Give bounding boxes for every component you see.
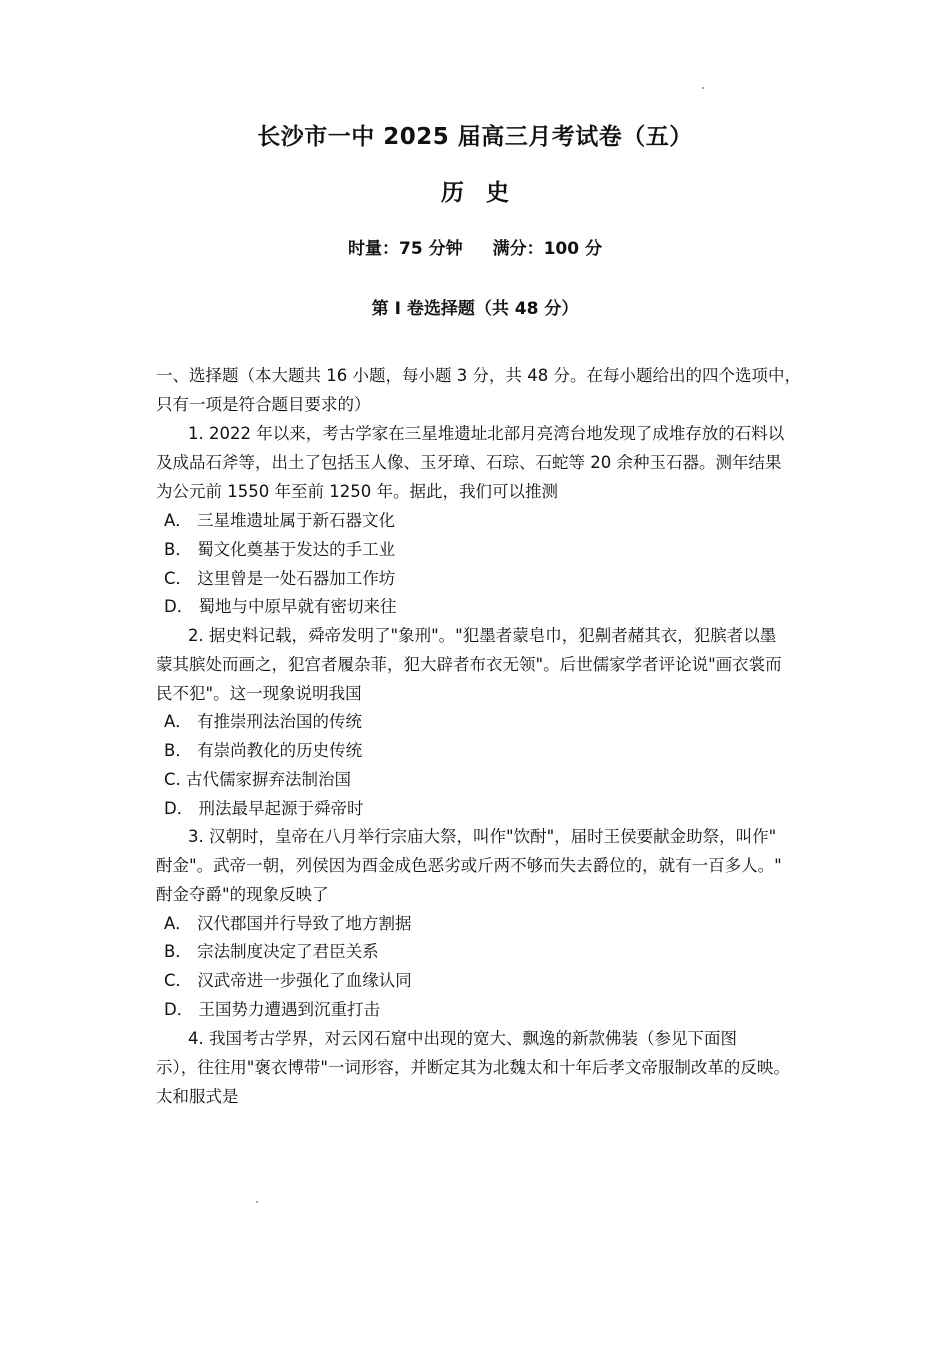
section-instruction: 只有一项是符合题目要求的） (156, 395, 371, 414)
answer-option: B． 蜀文化奠基于发达的手工业 (164, 540, 396, 559)
answer-option: A． 汉代郡国并行导致了地方割据 (164, 914, 412, 933)
section-instruction: 一、选择题（本大题共 16 小题，每小题 3 分，共 48 分。在每小题给出的四个选项中， (156, 366, 801, 385)
answer-option: D． 刑法最早起源于舜帝时 (164, 799, 364, 818)
answer-option: C． 这里曾是一处石器加工作坊 (164, 569, 396, 588)
answer-option: D． 王国势力遭遇到沉重打击 (164, 1000, 380, 1019)
part-heading: 第 Ⅰ 卷选择题（共 48 分） (371, 299, 579, 319)
question-text: 示），往往用"褒衣博带"一词形容，并断定其为北魏太和十年后孝文帝服制改革的反映。 (156, 1058, 790, 1077)
answer-option: C. 古代儒家摒弃法制治国 (164, 770, 352, 789)
full-score: 满分：100 分 (492, 239, 602, 259)
scan-dot (256, 1201, 258, 1203)
answer-option: B． 宗法制度决定了君臣关系 (164, 942, 379, 961)
answer-option: A． 三星堆遗址属于新石器文化 (164, 511, 396, 530)
exam-title: 长沙市一中 2025 届高三月考试卷（五） (257, 124, 693, 150)
question-text: 蒙其膑处而画之，犯宫者履杂菲，犯大辟者布衣无领"。后世儒家学者评论说"画衣裳而 (156, 655, 782, 674)
question-text: 3. 汉朝时，皇帝在八月举行宗庙大祭，叫作"饮酎"，届时王侯要献金助祭，叫作" (188, 827, 777, 846)
subject-title: 历史 (441, 180, 531, 206)
question-text: 4. 我国考古学界，对云冈石窟中出现的宽大、飘逸的新款佛装（参见下面图 (188, 1029, 737, 1048)
question-text: 为公元前 1550 年至前 1250 年。据此，我们可以推测 (156, 482, 558, 501)
question-text: 2. 据史料记载，舜帝发明了"象刑"。"犯墨者蒙皂巾，犯劓者赭其衣，犯膑者以墨 (188, 626, 777, 645)
question-text: 酎金"。武帝一朝，列侯因为酉金成色恶劣或斤两不够而失去爵位的，就有一百多人。" (156, 856, 782, 875)
question-text: 酎金夺爵"的现象反映了 (156, 885, 329, 904)
question-text: 太和服式是 (156, 1087, 239, 1106)
scan-dot (702, 87, 704, 89)
exam-info (0, 234, 950, 259)
question-text: 1. 2022 年以来，考古学家在三星堆遗址北部月亮湾台地发现了成堆存放的石料以 (188, 424, 785, 443)
question-text: 民不犯"。这一现象说明我国 (156, 684, 362, 703)
answer-option: B． 有崇尚教化的历史传统 (164, 741, 363, 760)
answer-option: A． 有推崇刑法治国的传统 (164, 712, 363, 731)
answer-option: D． 蜀地与中原早就有密切来往 (164, 597, 397, 616)
time-limit: 时量：75 分钟 (348, 239, 463, 259)
answer-option: C． 汉武帝进一步强化了血缘认同 (164, 971, 412, 990)
question-text: 及成品石斧等，出土了包括玉人像、玉牙璋、石琮、石蛇等 20 余种玉石器。测年结果 (156, 453, 782, 472)
